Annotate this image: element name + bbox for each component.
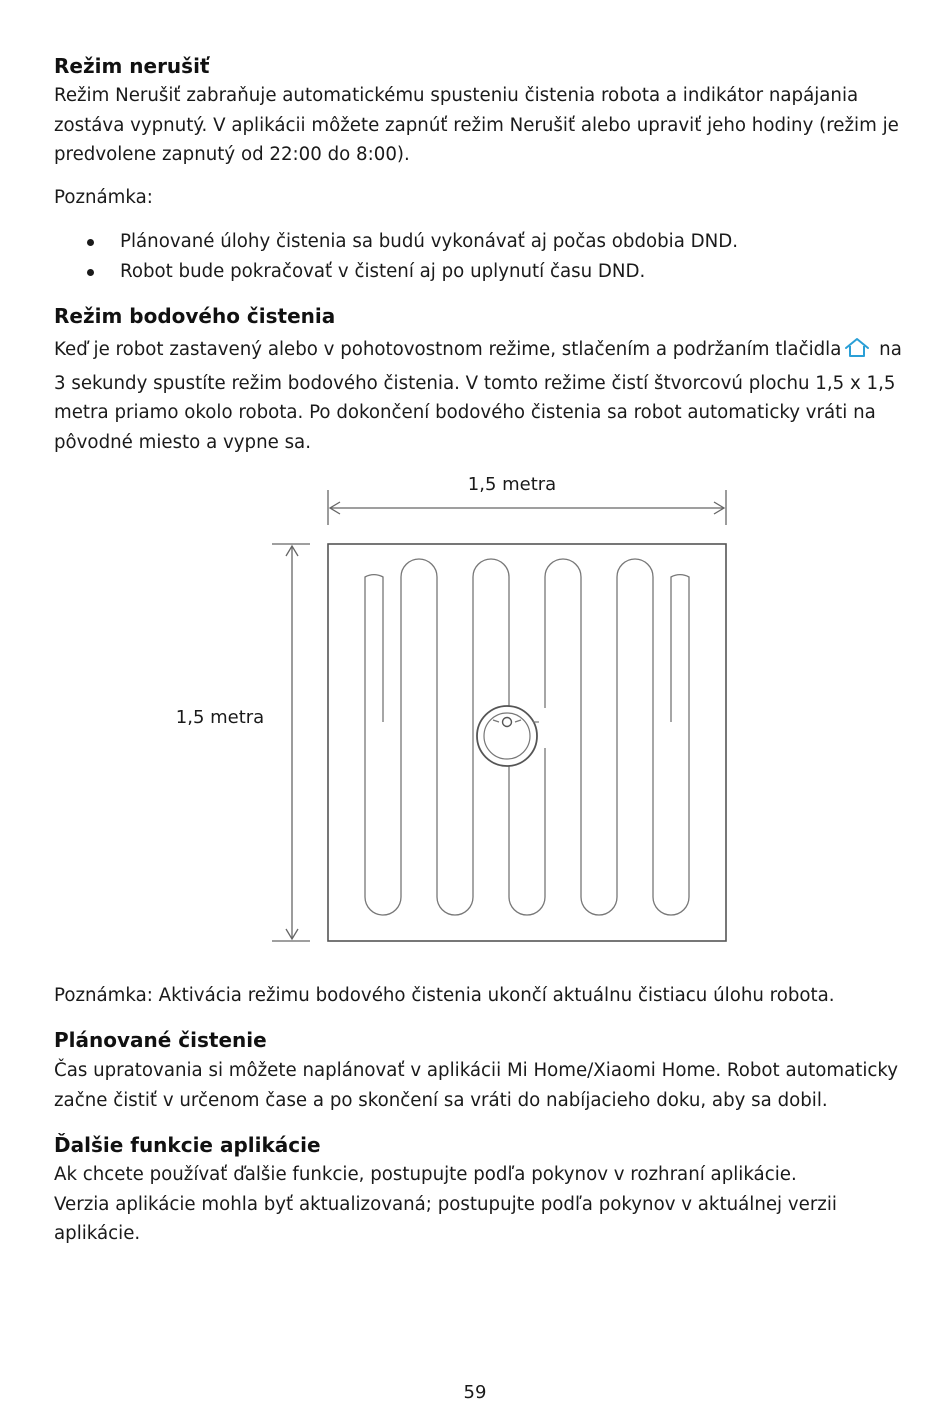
scheduled-heading: Plánované čistenie [54,1028,267,1052]
text-line: aplikácie. [54,1223,141,1244]
spot-note: Poznámka: Aktivácia režimu bodového čistenia ukončí aktuálnu čistiacu úlohu robota. [54,985,835,1006]
robot-vacuum-icon [477,706,539,766]
list-item [54,227,738,257]
more-features-paragraph [54,1160,904,1249]
dnd-note-list [54,227,738,286]
home-icon [843,337,871,369]
text-line: zostáva vypnutý. V aplikácii môžete zapnúť režim Nerušiť alebo upraviť jeho hodiny (režim je [54,114,899,136]
more-features-heading: Ďalšie funkcie aplikácie [54,1133,321,1157]
dnd-paragraph [54,81,904,170]
text-fragment: Keď je robot zastavený alebo v pohotovostnom režime, stlačením a podržaním tlačidla [54,339,842,360]
text-line: Režim Nerušiť zabraňuje automatickému spusteniu čistenia robota a indikátor napájania [54,85,859,106]
list-item-text: Plánované úlohy čistenia sa budú vykonávať aj počas obdobia DND. [120,231,739,252]
text-line [54,335,904,369]
dnd-heading: Režim nerušiť [54,54,210,78]
scheduled-paragraph [54,1056,904,1115]
list-item [54,257,738,287]
text-fragment: na [879,339,902,360]
height-dimension-label: 1,5 metra [175,707,265,728]
text-line: začne čistiť v určenom čase a po skončení sa vráti do nabíjacieho doku, aby sa dobil. [54,1089,828,1111]
bullet-icon [87,239,94,246]
list-item-text: Robot bude pokračovať v čistení aj po uplynutí času DND. [120,260,646,282]
text-line: Verzia aplikácie mohla byť aktualizovaná; postupujte podľa pokynov v aktuálnej verzii [54,1193,837,1215]
width-dimension-arrow [328,490,726,525]
page-number: 59 [463,1382,487,1403]
bullet-icon [87,269,94,276]
spot-cleaning-diagram [0,460,950,960]
text-line: metra priamo okolo robota. Po dokončení bodového čistenia sa robot automaticky vráti na [54,402,876,423]
text-line: Čas upratovania si môžete naplánovať v aplikácii Mi Home/Xiaomi Home. Robot automaticky [54,1060,899,1081]
height-dimension-arrow [272,544,310,941]
text-line: Ak chcete používať ďalšie funkcie, postupujte podľa pokynov v rozhraní aplikácie. [54,1164,797,1185]
text-line: pôvodné miesto a vypne sa. [54,431,311,453]
spot-paragraph [54,335,904,457]
spot-heading: Režim bodového čistenia [54,304,336,328]
width-dimension-label: 1,5 metra [467,474,557,495]
dnd-note-label: Poznámka: [54,187,153,208]
text-line: predvolene zapnutý od 22:00 do 8:00). [54,144,410,165]
text-line: 3 sekundy spustíte režim bodového čistenia. V tomto režime čistí štvorcovú plochu 1,5 x 1,5 [54,372,896,394]
